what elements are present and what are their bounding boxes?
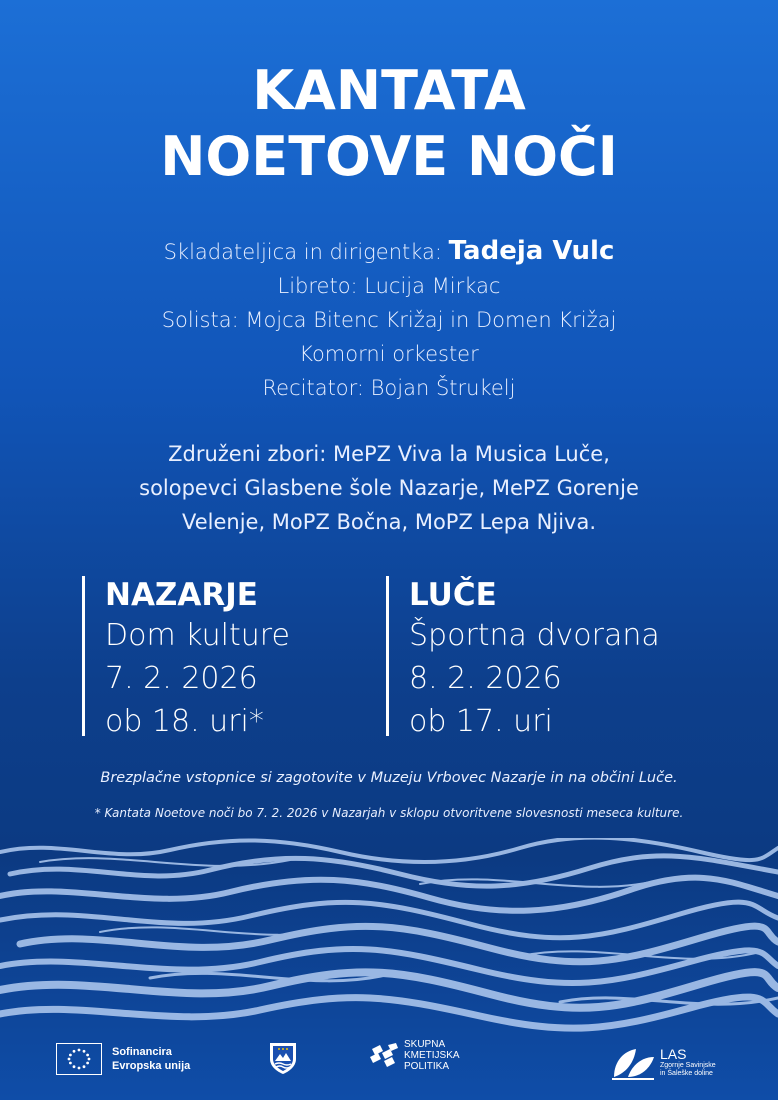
venue-luce xyxy=(386,576,660,739)
venue-time: ob 17. uri xyxy=(409,704,553,739)
ksp-text xyxy=(404,1039,460,1072)
title-line-1: KANTATA xyxy=(252,59,526,122)
sponsor-footer xyxy=(0,1033,778,1100)
soloists-row: Solista: Mojca Bitenc Križaj in Domen Križaj xyxy=(161,308,617,332)
footnote: * Kantata Noetove noči bo 7. 2. 2026 v Nazarjah v sklopu otvoritvene slovesnosti meseca kulture. xyxy=(94,806,684,820)
choirs-line-1: Združeni zbori: MePZ Viva la Musica Luče, xyxy=(168,442,610,466)
wave-pattern xyxy=(0,838,778,1033)
las-logo xyxy=(610,1043,716,1081)
venue-date: 8. 2. 2026 xyxy=(409,661,562,696)
title-line-2: NOETOVE NOČI xyxy=(160,125,618,188)
composer-row xyxy=(0,234,778,269)
venue-place: Dom kulture xyxy=(105,618,290,653)
las-line-1: LAS xyxy=(660,1046,687,1062)
las-line-2: Zgornje Savinjske xyxy=(660,1062,716,1069)
choirs-line-3: Velenje, MoPZ Bočna, MoPZ Lepa Njiva. xyxy=(181,510,596,534)
reciter-row: Recitator: Bojan Štrukelj xyxy=(262,376,516,400)
ksp-logo xyxy=(368,1039,460,1072)
venue-date: 7. 2. 2026 xyxy=(105,661,258,696)
slovenia-coat-of-arms-icon xyxy=(268,1041,298,1075)
tickets-note: Brezplačne vstopnice si zagotovite v Muzeju Vrbovec Nazarje in na občini Luče. xyxy=(100,770,678,786)
venue-time: ob 18. uri* xyxy=(105,704,264,739)
libretto-row: Libreto: Lucija Mirkac xyxy=(277,274,501,298)
eu-flag-icon xyxy=(56,1043,102,1075)
venue-town: LUČE xyxy=(409,577,497,613)
leaf-icon xyxy=(610,1043,656,1081)
las-text xyxy=(660,1046,716,1078)
ksp-line-3: POLITIKA xyxy=(404,1061,450,1072)
composer-label: Skladateljica in dirigentka: xyxy=(163,240,449,264)
eu-line-2: Evropska unija xyxy=(112,1060,191,1072)
orchestra-row: Komorni orkester xyxy=(299,342,479,366)
choirs-block xyxy=(0,437,778,539)
eu-line-1: Sofinancira xyxy=(112,1046,172,1058)
venue-nazarje xyxy=(82,576,290,739)
ksp-line-1: SKUPNA xyxy=(404,1039,446,1050)
venue-town: NAZARJE xyxy=(105,577,258,613)
ksp-line-2: KMETIJSKA xyxy=(404,1050,460,1061)
choirs-line-2: solopevci Glasbene šole Nazarje, MePZ Gorenje xyxy=(139,476,639,500)
venue-place: Športna dvorana xyxy=(409,618,660,653)
poster-title xyxy=(0,58,778,190)
las-line-3: in Šaleške doline xyxy=(660,1070,713,1077)
credits-block xyxy=(0,234,778,405)
eu-logo xyxy=(56,1043,190,1075)
eu-text xyxy=(112,1045,190,1073)
ksp-flag-icon xyxy=(368,1043,400,1069)
composer-name: Tadeja Vulc xyxy=(448,236,615,266)
